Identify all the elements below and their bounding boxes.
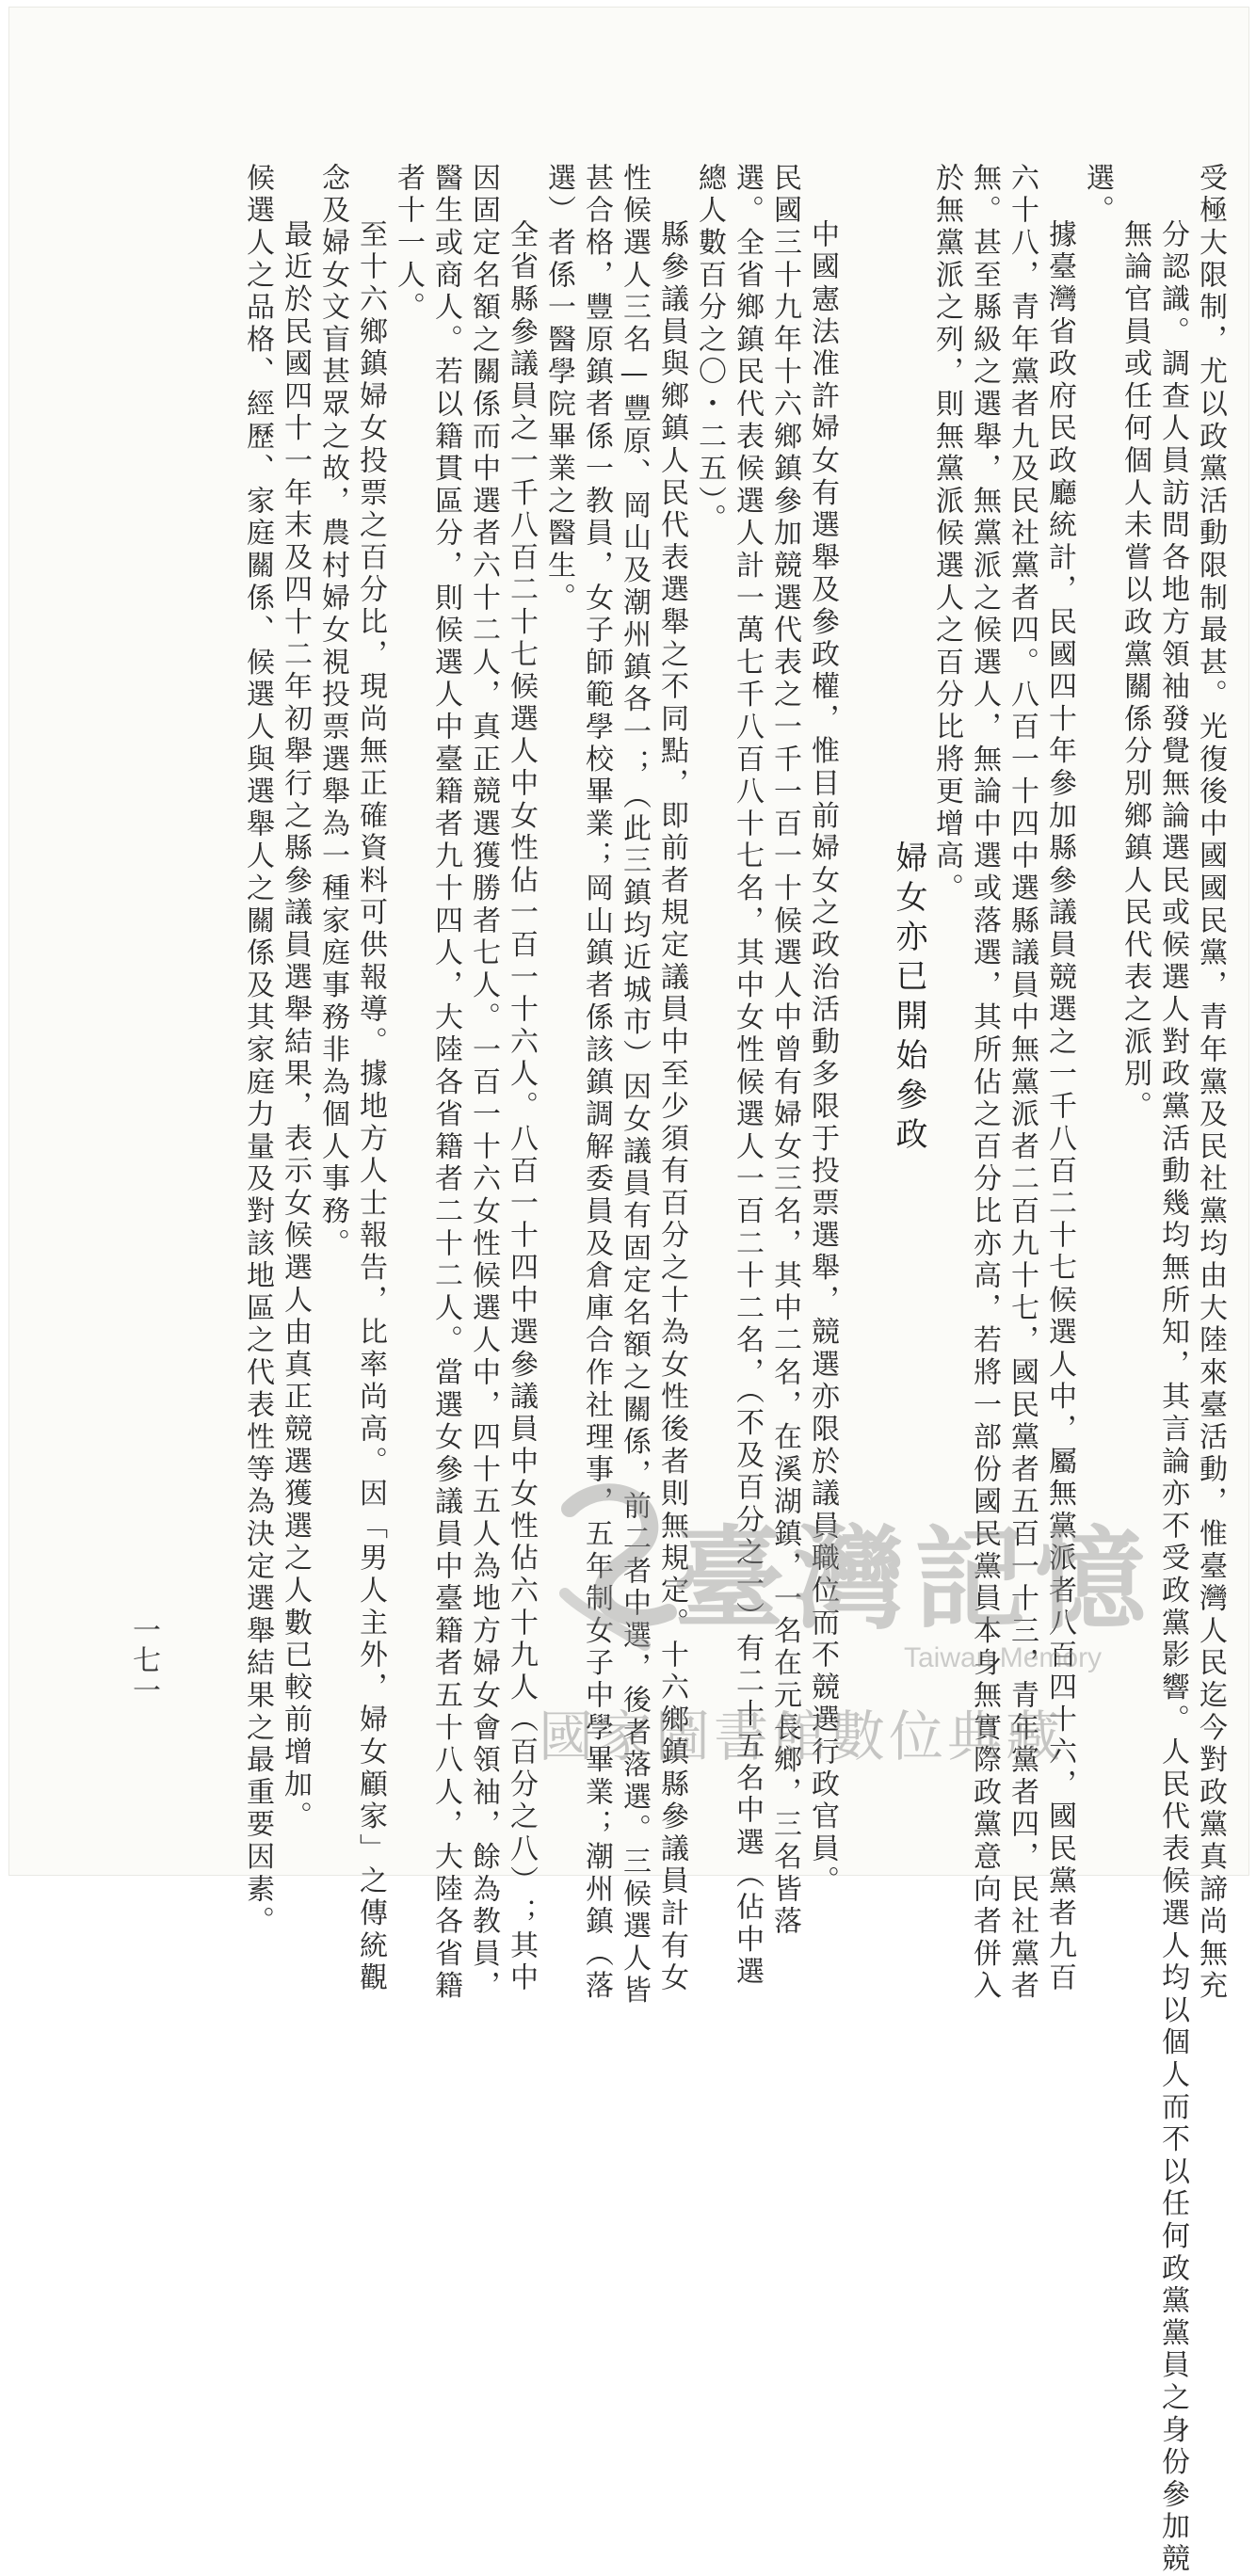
text-line: 候選人之品格、經歷、家庭關係、候選人與選舉人之關係及其家庭力量及對該地區之代表性等為決定選舉結果之最重要因素。 bbox=[241, 163, 274, 1939]
text-line: 分認識。調查人員訪問各地方領袖發覺無論選民或候選人對政黨活動幾均無所知，其言論亦不受政黨影響。人民代表候選人均以個人而不以任何政黨黨員之身份參加競 bbox=[1156, 219, 1189, 2576]
watermark-library: 國家圖書館數位典藏 bbox=[539, 1704, 1065, 1768]
document-page bbox=[9, 8, 1248, 2576]
text-line: 選）者係一醫學院畢業之醫生。 bbox=[542, 163, 575, 616]
text-line: 受極大限制，尤以政黨活動限制最甚。光復後中國國民黨，青年黨及民社黨均由大陸來臺活動，惟臺灣人民迄今對政黨真諦尚無充 bbox=[1194, 163, 1227, 2004]
text-line: 中國憲法准許婦女有選舉及參政權，惟目前婦女之政治活動多限于投票選舉，競選亦限於議員職位而不競選行政官員。 bbox=[806, 219, 839, 1898]
text-line: 縣參議員與鄉鎮人民代表選舉之不同點，即前者規定議員中至少須有百分之十為女性後者則無規定。十六鄉鎮縣參議員計有女 bbox=[655, 219, 688, 1995]
text-line: 無。甚至縣級之選舉，無黨派之候選人，無論中選或落選，其所佔之百分比亦高，若將一部份國民黨員本身無實際政黨意向者併入 bbox=[968, 163, 1001, 2004]
text-line: 無論官員或任何個人未嘗以政黨關係分別鄉鎮人民代表之派別。 bbox=[1119, 219, 1151, 1124]
text-line: 於無黨派之列，則無黨派候選人之百分比將更增高。 bbox=[930, 163, 963, 905]
text-line: 者十一人。 bbox=[392, 163, 425, 325]
text-line: 六十八，青年黨者九及民社黨者四。八百一十四中選縣議員中無黨派者二百九十七，國民黨者五百一十三，青年黨者四，民社黨者 bbox=[1006, 163, 1039, 2004]
text-line: 全省縣參議員之一千八百二十七候選人中女性佔一百一十六人。八百一十四中選參議員中女性佔六十九人（百分之八）；其中 bbox=[505, 219, 538, 1995]
section-heading: 婦女亦已開始參政 bbox=[890, 840, 927, 1157]
text-line: 因固定名額之關係而中選者六十二人，真正競選獲勝者七人。一百一十六女性候選人中，四十五人為地方婦女會領袖，餘為教員， bbox=[467, 163, 500, 2004]
text-line: 據臺灣省政府民政廳統計，民國四十年參加縣參議員競選之一千八百二十七候選人中，屬無黨派者八百四十六，國民黨者九百 bbox=[1043, 219, 1076, 1995]
text-line: 醫生或商人。若以籍貫區分，則候選人中臺籍者九十四人，大陸各省籍者二十二人。當選女參議員中臺籍者五十八人，大陸各省籍 bbox=[429, 163, 462, 2004]
watermark-english: Taiwan Memory bbox=[904, 1642, 1103, 1673]
text-line: 性候選人三名—豐原、岡山及潮州鎮各一；（此三鎮均近城市）因女議員有固定名額之關係，前二者中選，後者落選。三候選人皆 bbox=[618, 163, 651, 2008]
text-line: 民國三十九年十六鄉鎮參加競選代表之一千一百一十候選人中曾有婦女三名，其中二名，在溪湖鎮，一名在元長鄉，三名皆落 bbox=[768, 163, 801, 1939]
page-number: 一七一 bbox=[127, 1615, 160, 1705]
watermark-title: 臺灣記憶 bbox=[673, 1513, 1156, 1644]
text-line: 選。全省鄉鎮民代表候選人計一萬七千八百八十七名，其中女性候選人一百二十二名，（不及百分之一）有二十五名中選（佔中選 bbox=[731, 163, 764, 1990]
text-line: 甚合格，豐原鎮者係一教員，女子師範學校畢業；岡山鎮者係該鎮調解委員及倉庫合作社理事，五年制女子中學畢業；潮州鎮（落 bbox=[580, 163, 613, 2004]
text-line: 選。 bbox=[1081, 163, 1114, 228]
text-line: 最近於民國四十一年末及四十二年初舉行之縣參議員選舉結果，表示女候選人由真正競選獲選之人數已較前增加。 bbox=[279, 219, 312, 1833]
text-line: 至十六鄉鎮婦女投票之百分比，現尚無正確資料可供報導。據地方人士報告，比率尚高。因「男人主外，婦女顧家」之傳統觀 bbox=[354, 219, 387, 1995]
text-line: 總人數百分之〇・二五）。 bbox=[693, 163, 726, 536]
text-line: 念及婦女文盲甚眾之故，農村婦女視投票選舉為一種家庭事務非為個人事務。 bbox=[316, 163, 349, 1261]
